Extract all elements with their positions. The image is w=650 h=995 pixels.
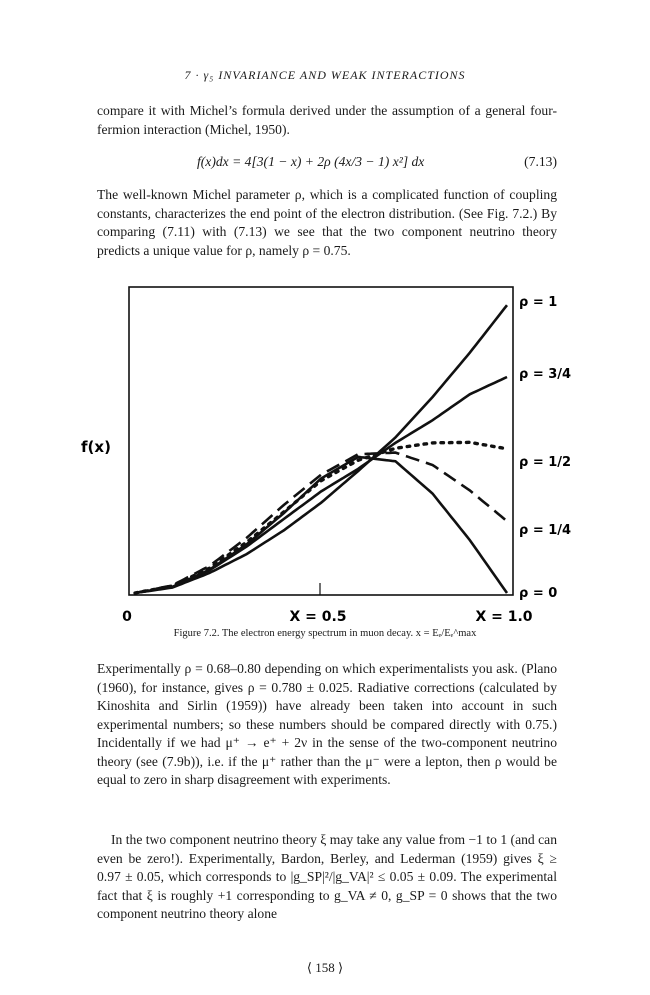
label-rho-1-4: ρ = 1/4 (519, 523, 572, 538)
plot-frame (129, 287, 513, 595)
curve-group (135, 305, 507, 593)
label-rho-1-2: ρ = 1/2 (519, 455, 572, 470)
x-tick-one: X = 1.0 (475, 609, 533, 625)
curve-series-1 (135, 377, 507, 593)
y-axis-label: f(x) (81, 438, 111, 456)
equation-number: (7.13) (524, 154, 557, 169)
curve-series-3 (135, 453, 507, 593)
label-rho-0: ρ = 0 (519, 586, 558, 601)
x-tick-0: 0 (122, 609, 132, 625)
paragraph-michel-parameter: The well-known Michel parameter ρ, which is a complicated function of coupling constants, characterizes the end point of the electron distribution. (See Fig. 7.2.) By comparing (7.11) with (7.13) we see that the two component neutrino theory predicts a unique value for ρ, namely ρ = 0.75. (97, 187, 557, 258)
label-rho-1: ρ = 1 (519, 295, 558, 310)
equation-formula: f(x)dx = 4[3(1 − x) + 2ρ (4x/3 − 1) x²] dx (197, 154, 425, 169)
paragraph-experimental: Experimentally ρ = 0.68–0.80 depending on which experimentalists you ask. (Plano (1960), for instance, gives ρ = 0.780 ± 0.025. Radiative corrections (calculated by Kinoshita and Sirlin (1959)) have already been taken into account in such experimental numbers; so these numbers should be compared directly with 0.75.) Incidentally if we had μ⁺ → e⁺ + 2ν in the sense of the two-component neutrino theory (see (7.9b)), i.e. if the μ⁺ rather than the μ⁻ were a lepton, then ρ would be equal to zero in sharp disagreement with experiments. (97, 661, 557, 787)
label-rho-3-4: ρ = 3/4 (519, 367, 572, 382)
figure-caption: Figure 7.2. The electron energy spectrum in muon decay. x = Eₑ/Eₑ^max (173, 628, 477, 639)
page-number: ⟨ 158 ⟩ (306, 960, 344, 975)
paragraph-intro: compare it with Michel’s formula derived under the assumption of a general four-fermion interaction (Michel, 1950). (97, 103, 557, 137)
curve-series-0 (135, 305, 507, 593)
running-header: 7 · γ₅ INVARIANCE AND WEAK INTERACTIONS (184, 68, 466, 82)
paragraph-xi: In the two component neutrino theory ξ may take any value from −1 to 1 (and can even be zero!). Experimentally, Bardon, Berley, and Lederman (1959) gives ξ ≥ 0.97 ± 0.05, which corresponds to |g_SP|²/|g_VA|² ≤ 0.05 ± 0.09. The experimental fact that ξ is roughly +1 corresponding to g_VA ≠ 0, g_SP = 0 shows that the two component neutrino theory alone (97, 832, 557, 921)
x-tick-half: X = 0.5 (289, 609, 347, 625)
